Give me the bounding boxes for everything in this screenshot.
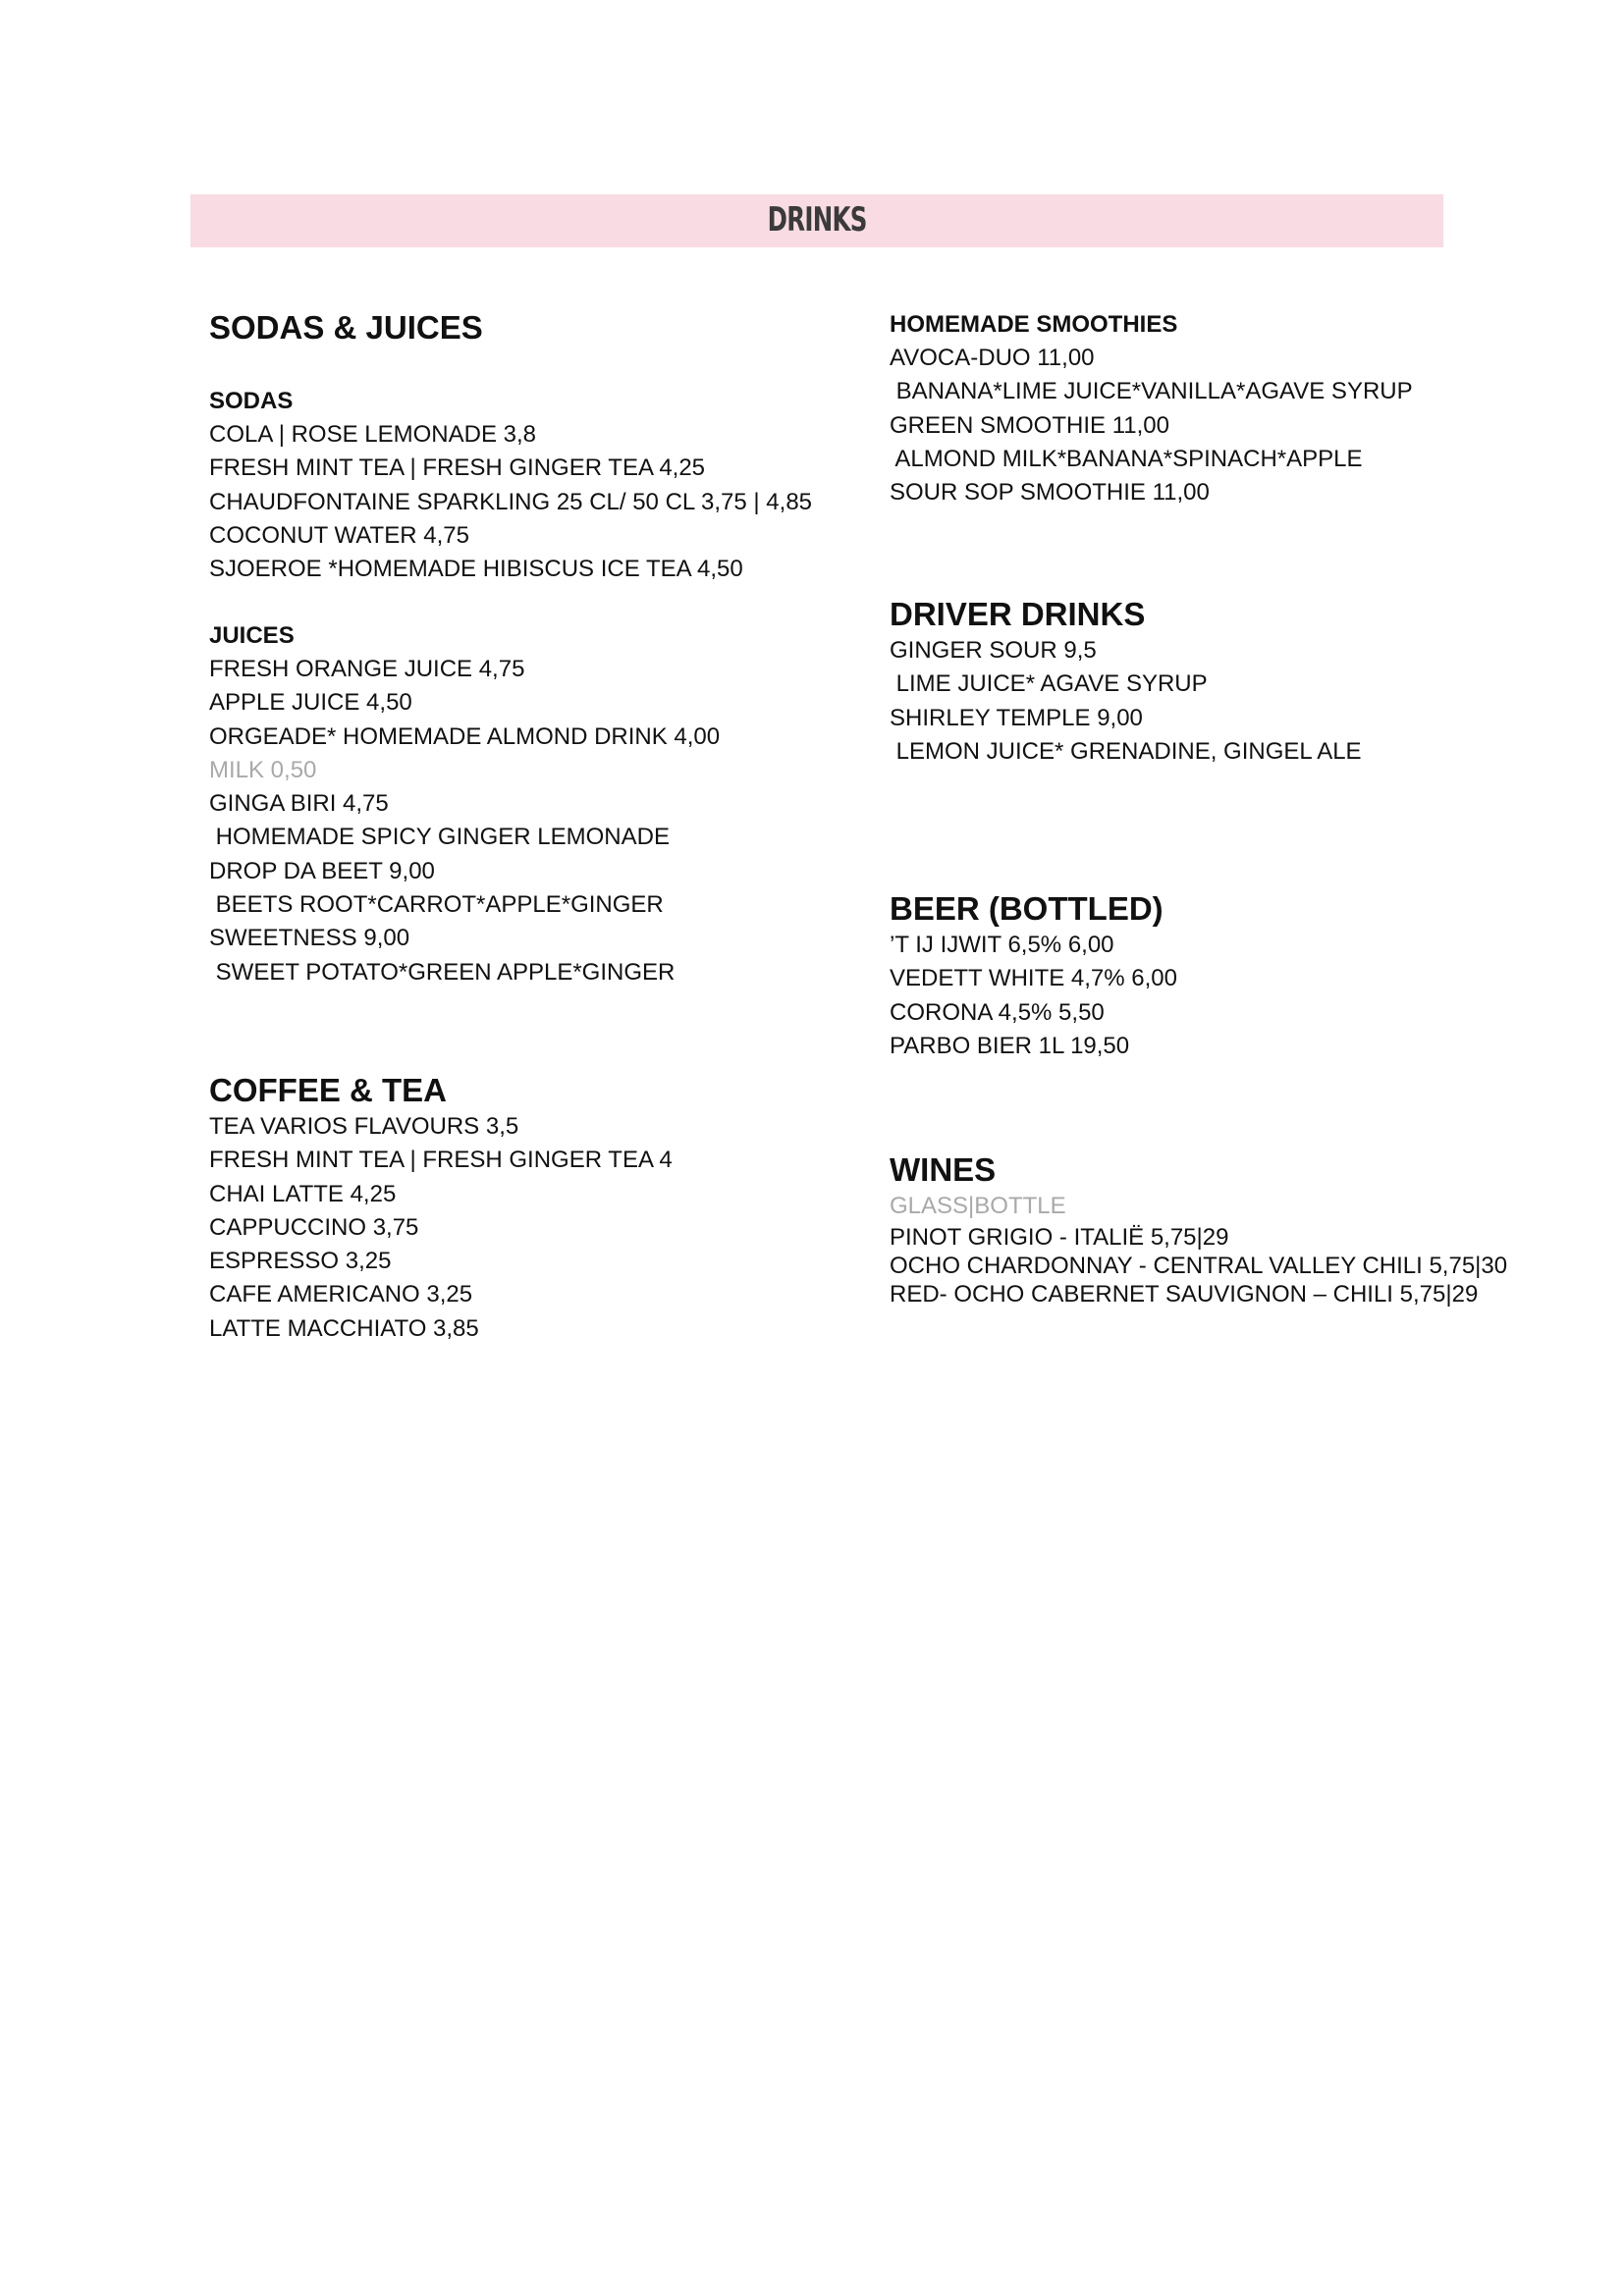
smoothies-section: [890, 308, 1616, 509]
menu-item: PINOT GRIGIO - ITALIË 5,75|29: [890, 1224, 1229, 1252]
coffee-tea-section: [209, 1071, 896, 1346]
menu-item: ORGEADE* HOMEMADE ALMOND DRINK 4,00: [209, 722, 721, 750]
menu-item-description: BANANA*LIME JUICE*VANILLA*AGAVE SYRUP: [890, 378, 1413, 405]
beer-section: [890, 889, 1616, 1063]
menu-item: COCONUT WATER 4,75: [209, 521, 469, 549]
menu-item: SJOEROE *HOMEMADE HIBISCUS ICE TEA 4,50: [209, 556, 743, 583]
menu-item: AVOCA-DUO 11,00: [890, 345, 1095, 371]
menu-item-description: LEMON JUICE* GRENADINE, GINGEL ALE: [890, 737, 1362, 765]
menu-item: APPLE JUICE 4,50: [209, 689, 412, 717]
section-title: DRIVER DRINKS: [890, 596, 1146, 632]
menu-item: TEA VARIOS FLAVOURS 3,5: [209, 1113, 519, 1140]
subsection-title: JUICES: [209, 622, 295, 649]
menu-item: GREEN SMOOTHIE 11,00: [890, 411, 1169, 439]
page-title: DRINKS: [767, 200, 867, 240]
menu-item: SHIRLEY TEMPLE 9,00: [890, 704, 1143, 731]
menu-item-description: BEETS ROOT*CARROT*APPLE*GINGER: [209, 891, 664, 919]
menu-item: OCHO CHARDONNAY - CENTRAL VALLEY CHILI 5,75|30: [890, 1253, 1508, 1280]
menu-item: LATTE MACCHIATO 3,85: [209, 1314, 479, 1342]
wines-price-legend: GLASS|BOTTLE: [890, 1193, 1066, 1219]
wines-section: [890, 1150, 1616, 1308]
sodas-juices-section: [209, 308, 896, 347]
menu-item-description: HOMEMADE SPICY GINGER LEMONADE: [209, 824, 670, 851]
menu-item: CAFE AMERICANO 3,25: [209, 1281, 473, 1308]
menu-item-addon: MILK 0,50: [209, 756, 317, 783]
section-title: COFFEE & TEA: [209, 1072, 448, 1108]
menu-item: GINGER SOUR 9,5: [890, 637, 1097, 664]
menu-item: DROP DA BEET 9,00: [209, 857, 435, 884]
section-title: BEER (BOTTLED): [890, 890, 1164, 927]
subsection-title: SODAS: [209, 388, 294, 414]
menu-item: ’T IJ IJWIT 6,5% 6,00: [890, 932, 1114, 958]
menu-item: RED- OCHO CABERNET SAUVIGNON – CHILI 5,75|29: [890, 1281, 1479, 1308]
menu-item: FRESH MINT TEA | FRESH GINGER TEA 4: [209, 1147, 673, 1174]
driver-drinks-section: [890, 595, 1616, 769]
menu-item: SOUR SOP SMOOTHIE 11,00: [890, 479, 1210, 507]
menu-item: FRESH ORANGE JUICE 4,75: [209, 656, 525, 682]
menu-item-description: ALMOND MILK*BANANA*SPINACH*APPLE: [890, 445, 1363, 472]
menu-item: SWEETNESS 9,00: [209, 925, 410, 952]
sodas-subsection: [209, 385, 896, 586]
menu-item: CAPPUCCINO 3,75: [209, 1213, 419, 1241]
menu-item-description: SWEET POTATO*GREEN APPLE*GINGER: [209, 958, 676, 986]
section-title: SODAS & JUICES: [209, 309, 483, 346]
section-title: WINES: [890, 1151, 997, 1188]
drinks-banner: [190, 194, 1443, 247]
menu-item: ESPRESSO 3,25: [209, 1248, 392, 1275]
menu-item: CHAI LATTE 4,25: [209, 1180, 397, 1207]
menu-item: CORONA 4,5% 5,50: [890, 998, 1105, 1026]
juices-subsection: [209, 619, 896, 989]
menu-item: VEDETT WHITE 4,7% 6,00: [890, 965, 1177, 992]
menu-item: GINGA BIRI 4,75: [209, 790, 389, 818]
menu-item-description: LIME JUICE* AGAVE SYRUP: [890, 670, 1208, 698]
subsection-title: HOMEMADE SMOOTHIES: [890, 311, 1178, 338]
menu-item: CHAUDFONTAINE SPARKLING 25 CL/ 50 CL 3,75 | 4,85: [209, 488, 813, 515]
menu-item: COLA | ROSE LEMONADE 3,8: [209, 421, 537, 448]
menu-item: FRESH MINT TEA | FRESH GINGER TEA 4,25: [209, 454, 706, 482]
menu-item: PARBO BIER 1L 19,50: [890, 1032, 1130, 1059]
